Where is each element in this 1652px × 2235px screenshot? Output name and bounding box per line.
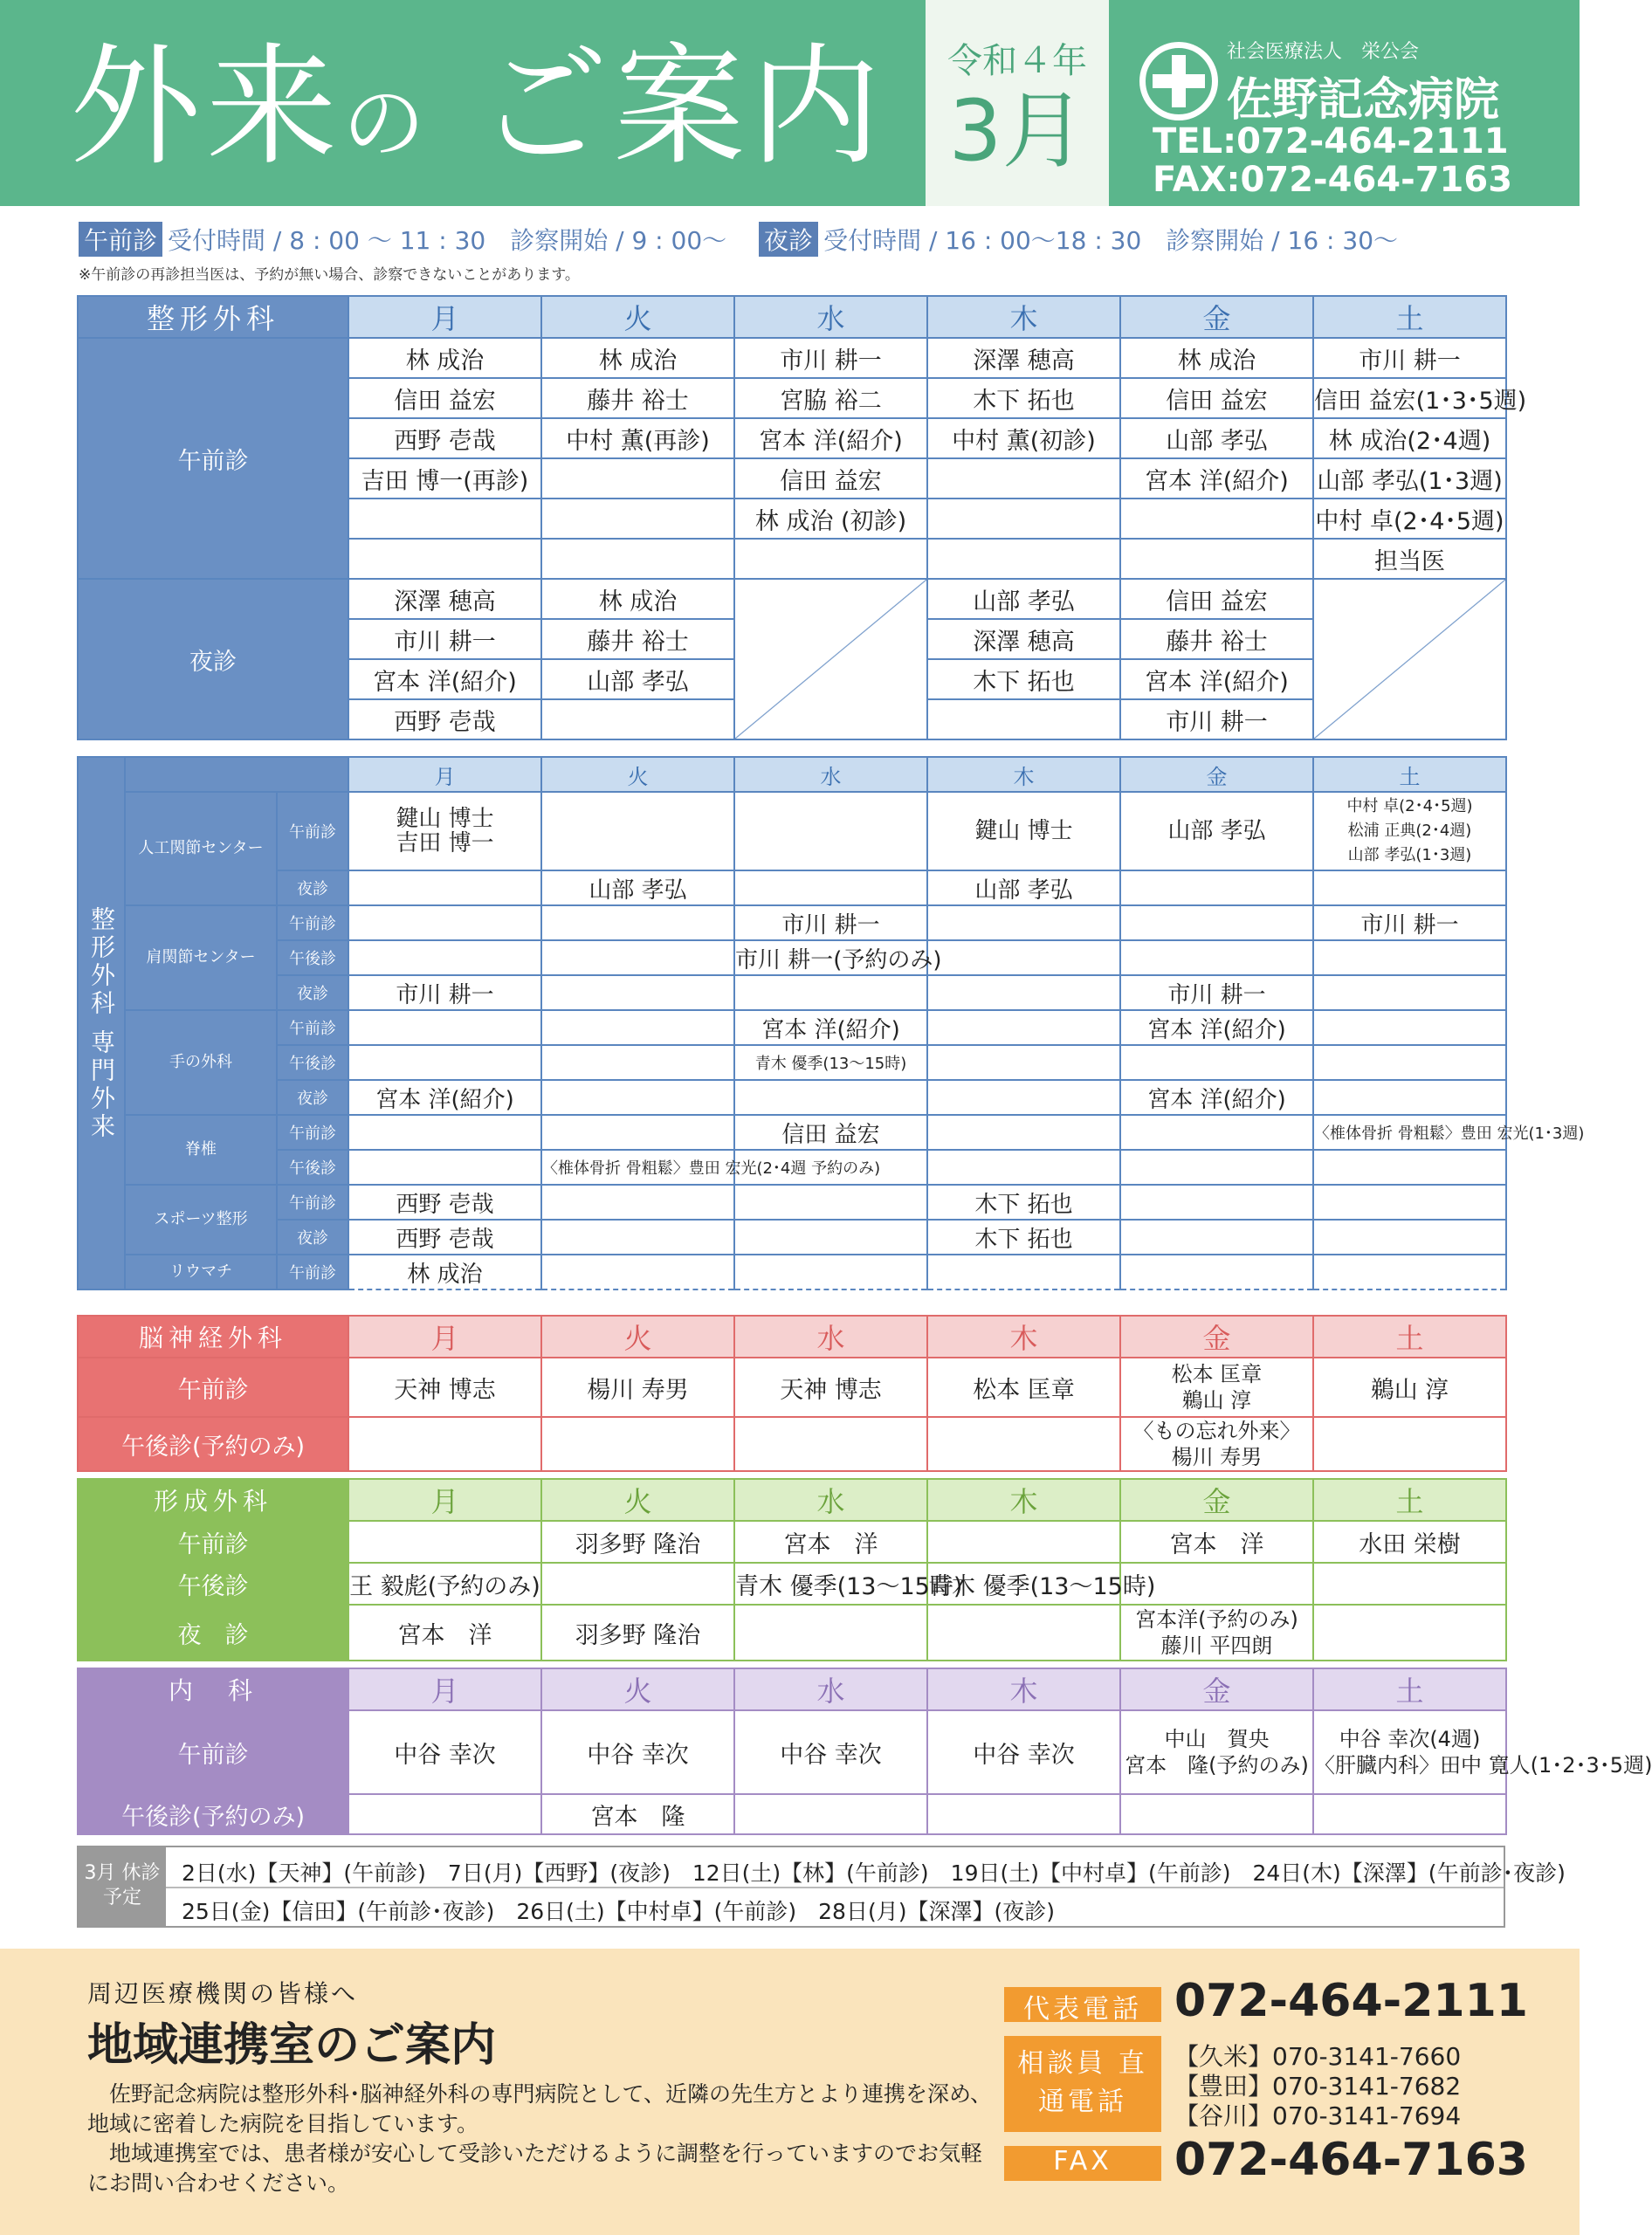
schedule-cell <box>1120 499 1313 539</box>
schedule-cell <box>1313 870 1506 905</box>
schedule-cell: 中谷 幸次(4週) 〈肝臓内科〉田中 寛人(1･2･3･5週) <box>1313 1710 1506 1794</box>
specialty-group: 人工関節センター <box>125 792 277 905</box>
closed-cell <box>1313 579 1506 739</box>
day-header: 水 <box>734 1479 927 1521</box>
schedule-cell: 羽多野 隆治 <box>541 1521 734 1563</box>
schedule-cell <box>348 1794 541 1834</box>
schedule-cell: 信田 益宏 <box>734 1115 927 1150</box>
schedule-cell <box>1313 1220 1506 1255</box>
schedule-cell: 市川 耕一(予約のみ) <box>734 940 927 975</box>
schedule-cell: 〈もの忘れ外来〉 楊川 寿男 <box>1120 1417 1313 1471</box>
schedule-cell <box>734 1255 927 1289</box>
schedule-cell: 西野 壱哉 <box>348 1185 541 1220</box>
schedule-cell: 水田 栄樹 <box>1313 1521 1506 1563</box>
schedule-cell: 中村 卓(2･4･5週) 松浦 正典(2･4週) 山部 孝弘(1･3週) <box>1313 792 1506 870</box>
schedule-cell <box>348 539 541 579</box>
schedule-cell <box>541 792 734 870</box>
day-header: 土 <box>1313 1668 1506 1710</box>
schedule-cell: 天神 博志 <box>734 1358 927 1417</box>
holiday-row: 2日(水)【天神】(午前診) 7日(月)【西野】(夜診) 12日(土)【林】(午前診) 19日(土)【中村卓】(午前診) 24日(木)【深澤】(午前診･夜診) <box>182 1860 1566 1886</box>
schedule-cell <box>734 1185 927 1220</box>
schedule-cell: 担当医 <box>1313 539 1506 579</box>
schedule-cell: 木下 拓也 <box>927 1185 1120 1220</box>
schedule-cell: 青木 優季(13～15時) <box>927 1563 1120 1605</box>
schedule-cell <box>348 1115 541 1150</box>
day-header: 水 <box>734 1668 927 1710</box>
schedule-cell <box>541 940 734 975</box>
schedule-cell <box>348 499 541 539</box>
schedule-cell: 楊川 寿男 <box>541 1358 734 1417</box>
schedule-cell: 市川 耕一 <box>348 619 541 659</box>
schedule-cell: 松本 匡章 <box>927 1358 1120 1417</box>
schedule-cell: 中谷 幸次 <box>734 1710 927 1794</box>
schedule-cell: 市川 耕一 <box>1313 905 1506 940</box>
schedule-cell <box>927 458 1120 499</box>
schedule-cell <box>541 1080 734 1115</box>
schedule-cell: 鍵山 博士 <box>927 792 1120 870</box>
session-label: 夜診 <box>277 975 348 1010</box>
session-label: 午前診 <box>78 1710 348 1794</box>
schedule-cell: 山部 孝弘 <box>1120 792 1313 870</box>
schedule-cell <box>541 539 734 579</box>
schedule-cell: 宮本 洋 <box>1120 1521 1313 1563</box>
schedule-cell: 宮本 隆 <box>541 1794 734 1834</box>
schedule-cell: 木下 拓也 <box>927 378 1120 418</box>
day-header: 木 <box>927 1668 1120 1710</box>
schedule-cell: 宮本 洋(紹介) <box>734 1010 927 1045</box>
session-label: 午前診 <box>78 338 348 579</box>
schedule-cell: 西野 壱哉 <box>348 699 541 739</box>
day-header: 土 <box>1313 1316 1506 1358</box>
schedule-cell: 信田 益宏 <box>1120 378 1313 418</box>
session-label: 午前診 <box>277 792 348 870</box>
schedule-cell: 深澤 穂高 <box>927 338 1120 378</box>
schedule-cell <box>927 975 1120 1010</box>
session-label: 午前診 <box>277 1185 348 1220</box>
schedule-cell: 〈椎体骨折 骨粗鬆〉豊田 宏光(2･4週 予約のみ) <box>541 1150 734 1185</box>
schedule-cell <box>734 870 927 905</box>
hospital-logo-icon <box>1139 42 1218 120</box>
schedule-cell: 中谷 幸次 <box>927 1710 1120 1794</box>
schedule-cell: 林 成治 <box>1120 338 1313 378</box>
reception-hours: 午前診 受付時間 / 8 : 00 ～ 11 : 30 診察開始 / 9 : 00～ 夜診 受付時間 / 16 : 00～18 : 30 診察開始 / 16 : 30～ <box>79 222 1398 257</box>
session-label: 午前診 <box>277 1255 348 1289</box>
schedule-cell <box>927 1010 1120 1045</box>
schedule-cell: 林 成治 <box>541 579 734 619</box>
holiday-row: 25日(金)【信田】(午前診･夜診) 26日(土)【中村卓】(午前診) 28日(月)【深澤】(夜診) <box>182 1899 1055 1924</box>
schedule-cell: 木下 拓也 <box>927 1220 1120 1255</box>
dept-title: 整形外科 <box>78 296 348 338</box>
schedule-cell: 林 成治 <box>348 338 541 378</box>
specialty-group: 肩関節センター <box>125 905 277 1010</box>
schedule-cell <box>1120 940 1313 975</box>
specialty-group: 手の外科 <box>125 1010 277 1115</box>
schedule-cell: 山部 孝弘 <box>541 659 734 699</box>
direct-phone-tag: 相談員 直通電話 <box>1004 2036 1161 2132</box>
session-label: 午前診 <box>277 1010 348 1045</box>
schedule-cell <box>348 940 541 975</box>
day-header: 火 <box>541 1479 734 1521</box>
session-label: 夜診 <box>277 1220 348 1255</box>
schedule-cell: 宮本 洋(紹介) <box>1120 659 1313 699</box>
era: 令和４年 <box>947 41 1087 81</box>
schedule-cell: 中村 薫(再診) <box>541 418 734 458</box>
schedule-cell <box>541 1255 734 1289</box>
schedule-cell <box>541 1563 734 1605</box>
schedule-cell <box>1120 1115 1313 1150</box>
schedule-cell: 山部 孝弘 <box>541 870 734 905</box>
schedule-cell <box>541 975 734 1010</box>
schedule-cell <box>541 458 734 499</box>
schedule-cell <box>1313 1417 1506 1471</box>
schedule-cell: 王 毅彪(予約のみ) <box>348 1563 541 1605</box>
schedule-cell <box>734 539 927 579</box>
schedule-cell <box>1120 1220 1313 1255</box>
schedule-cell: 宮脇 裕二 <box>734 378 927 418</box>
session-label: 午後診 <box>277 940 348 975</box>
schedule-cell <box>927 1150 1120 1185</box>
schedule-cell <box>734 1417 927 1471</box>
day-header: 木 <box>927 757 1120 792</box>
schedule-cell <box>927 1605 1120 1661</box>
day-header: 土 <box>1313 1479 1506 1521</box>
schedule-cell: 信田 益宏(1･3･5週) <box>1313 378 1506 418</box>
specialty-table <box>77 756 1585 1290</box>
schedule-cell <box>1313 1045 1506 1080</box>
schedule-cell <box>927 1045 1120 1080</box>
schedule-cell: 山部 孝弘(1･3週) <box>1313 458 1506 499</box>
schedule-cell: 鵜山 淳 <box>1313 1358 1506 1417</box>
schedule-cell <box>734 1220 927 1255</box>
schedule-cell: 中山 賀央 宮本 隆(予約のみ) <box>1120 1710 1313 1794</box>
schedule-cell <box>541 1045 734 1080</box>
direct-phone[interactable]: 【豊田】070-3141-7682 <box>1174 2072 1462 2101</box>
schedule-cell <box>927 1521 1120 1563</box>
schedule-cell <box>734 1080 927 1115</box>
schedule-cell <box>541 1010 734 1045</box>
header <box>0 0 1580 206</box>
schedule-cell: 山部 孝弘 <box>927 870 1120 905</box>
schedule-cell <box>1313 1010 1506 1045</box>
day-header: 月 <box>348 1479 541 1521</box>
schedule-cell: 西野 壱哉 <box>348 1220 541 1255</box>
corp-name: 社会医療法人 栄公会 <box>1227 41 1420 63</box>
schedule-cell <box>1313 940 1506 975</box>
schedule-cell <box>927 1115 1120 1150</box>
day-header: 土 <box>1313 757 1506 792</box>
contact: TEL:072-464-2111 FAX:072-464-7163 <box>1153 121 1513 200</box>
day-header: 月 <box>348 296 541 338</box>
schedule-cell: 山部 孝弘 <box>1120 418 1313 458</box>
schedule-cell: 木下 拓也 <box>927 659 1120 699</box>
specialty-group: 脊椎 <box>125 1115 277 1185</box>
schedule-cell: 深澤 穂高 <box>927 619 1120 659</box>
schedule-cell <box>734 1605 927 1661</box>
schedule-cell <box>927 940 1120 975</box>
main-phone[interactable]: 072-464-2111 <box>1174 1975 1528 2027</box>
day-header: 金 <box>1120 296 1313 338</box>
schedule-cell <box>1120 870 1313 905</box>
schedule-cell: 藤井 裕士 <box>1120 619 1313 659</box>
schedule-cell: 林 成治(2･4週) <box>1313 418 1506 458</box>
schedule-cell <box>1120 1150 1313 1185</box>
session-label: 午後診 <box>277 1045 348 1080</box>
specialty-group: リウマチ <box>125 1255 277 1289</box>
schedule-cell: 林 成治 (初診) <box>734 499 927 539</box>
schedule-cell <box>348 1045 541 1080</box>
schedule-cell <box>927 1080 1120 1115</box>
schedule-cell <box>348 1010 541 1045</box>
main-phone-tag: 代表電話 <box>1004 1987 1161 2022</box>
day-header: 火 <box>541 1668 734 1710</box>
schedule-cell: 市川 耕一 <box>348 975 541 1010</box>
day-header: 月 <box>348 757 541 792</box>
schedule-cell: 中村 薫(初診) <box>927 418 1120 458</box>
schedule-cell <box>927 905 1120 940</box>
day-header: 金 <box>1120 757 1313 792</box>
schedule-cell: 信田 益宏 <box>348 378 541 418</box>
session-label: 夜診 <box>277 1080 348 1115</box>
day-header: 月 <box>348 1668 541 1710</box>
dept-title: 脳神経外科 <box>78 1316 348 1358</box>
schedule-cell <box>1120 1045 1313 1080</box>
schedule-cell <box>1120 539 1313 579</box>
schedule-cell <box>1313 975 1506 1010</box>
schedule-cell <box>541 1115 734 1150</box>
schedule-cell: 青木 優季(13～15時) <box>734 1045 927 1080</box>
direct-phone[interactable]: 【谷川】070-3141-7694 <box>1174 2101 1462 2130</box>
schedule-cell <box>541 1220 734 1255</box>
session-label: 午前診 <box>78 1521 348 1563</box>
schedule-cell: 天神 博志 <box>348 1358 541 1417</box>
schedule-cell <box>1313 1150 1506 1185</box>
schedule-cell: 宮本 洋(紹介) <box>1120 1080 1313 1115</box>
dept-title: 形成外科 <box>78 1479 348 1521</box>
holiday-schedule <box>77 1846 1566 1928</box>
session-label: 午前診 <box>277 1115 348 1150</box>
schedule-cell: 中谷 幸次 <box>541 1710 734 1794</box>
schedule-cell <box>541 905 734 940</box>
schedule-cell: 吉田 博一(再診) <box>348 458 541 499</box>
schedule-cell: 藤井 裕士 <box>541 619 734 659</box>
schedule-cell: 市川 耕一 <box>1120 699 1313 739</box>
day-header: 月 <box>348 1316 541 1358</box>
note: ※午前診の再診担当医は、予約が無い場合、診察できないことがあります。 <box>79 266 580 284</box>
session-label: 午前診 <box>78 1358 348 1417</box>
session-label: 夜 診 <box>78 1605 348 1661</box>
schedule-cell: 宮本 洋 <box>734 1521 927 1563</box>
schedule-cell: 宮本洋(予約のみ) 藤川 平四朗 <box>1120 1605 1313 1661</box>
schedule-cell <box>927 1794 1120 1834</box>
month: 3月 <box>948 82 1086 180</box>
schedule-cell: 西野 壱哉 <box>348 418 541 458</box>
schedule-cell <box>348 905 541 940</box>
closed-cell <box>734 579 927 739</box>
schedule-cell <box>541 1185 734 1220</box>
schedule-cell: 鍵山 博士 吉田 博一 <box>348 792 541 870</box>
schedule-cell: 山部 孝弘 <box>927 579 1120 619</box>
footer-pre: 周辺医療機関の皆様へ <box>87 1979 359 2008</box>
schedule-cell: 松本 匡章 鵜山 淳 <box>1120 1358 1313 1417</box>
schedule-cell <box>927 1255 1120 1289</box>
schedule-cell: 宮本 洋(紹介) <box>734 418 927 458</box>
blank <box>125 757 348 792</box>
orthopedics-table <box>77 295 1527 740</box>
footer-title: 地域連携室のご案内 <box>87 2019 497 2072</box>
session-label: 夜診 <box>277 870 348 905</box>
specialty-side-label: 整形外科 専門外来 <box>78 757 125 1289</box>
schedule-cell: 市川 耕一 <box>1120 975 1313 1010</box>
schedule-cell <box>1313 1563 1506 1605</box>
day-header: 火 <box>541 1316 734 1358</box>
schedule-cell <box>927 499 1120 539</box>
plastic-surgery-table <box>77 1478 1507 1661</box>
schedule-cell: 宮本 洋 <box>348 1605 541 1661</box>
page-title: 外来の ご案内 <box>70 31 886 183</box>
fax-number[interactable]: 072-464-7163 <box>1174 2134 1528 2186</box>
day-header: 土 <box>1313 296 1506 338</box>
schedule-cell <box>541 699 734 739</box>
schedule-cell <box>734 975 927 1010</box>
schedule-cell: 宮本 洋(紹介) <box>1120 1010 1313 1045</box>
schedule-cell: 信田 益宏 <box>1120 579 1313 619</box>
schedule-cell: 林 成治 <box>541 338 734 378</box>
day-header: 金 <box>1120 1479 1313 1521</box>
schedule-cell <box>541 499 734 539</box>
schedule-cell <box>734 792 927 870</box>
schedule-cell <box>1120 1255 1313 1289</box>
direct-phone[interactable]: 【久米】070-3141-7660 <box>1174 2042 1462 2071</box>
schedule-cell: 中谷 幸次 <box>348 1710 541 1794</box>
schedule-cell: 中村 卓(2･4･5週) <box>1313 499 1506 539</box>
schedule-cell <box>927 699 1120 739</box>
schedule-cell <box>348 1417 541 1471</box>
day-header: 水 <box>734 1316 927 1358</box>
schedule-cell <box>1313 1605 1506 1661</box>
schedule-cell <box>541 1417 734 1471</box>
internal-medicine-table <box>77 1668 1652 1835</box>
footer <box>0 1949 1580 2235</box>
day-header: 木 <box>927 296 1120 338</box>
schedule-cell <box>1313 1080 1506 1115</box>
schedule-cell: 羽多野 隆治 <box>541 1605 734 1661</box>
day-header: 水 <box>734 757 927 792</box>
footer-body: 佐野記念病院は整形外科･脳神経外科の専門病院として、近隣の先生方とより連携を深め、地域に密着した病院を目指しています。 地域連携室では、患者様が安心して受診いただけるように調整を行っていますのでお気軽にお問い合わせください。 <box>87 2081 993 2196</box>
schedule-cell: 市川 耕一 <box>1313 338 1506 378</box>
dept-title: 内 科 <box>78 1668 348 1710</box>
schedule-cell: 藤井 裕士 <box>541 378 734 418</box>
schedule-cell <box>927 539 1120 579</box>
day-header: 水 <box>734 296 927 338</box>
schedule-cell <box>927 1417 1120 1471</box>
schedule-cell <box>1313 1185 1506 1220</box>
schedule-cell <box>348 1150 541 1185</box>
schedule-cell <box>1313 1255 1506 1289</box>
session-label: 午後診 <box>78 1563 348 1605</box>
schedule-cell <box>348 870 541 905</box>
hospital-name: 佐野記念病院 <box>1227 74 1500 127</box>
schedule-cell: 〈椎体骨折 骨粗鬆〉豊田 宏光(1･3週) <box>1313 1115 1506 1150</box>
schedule-cell: 宮本 洋(紹介) <box>348 1080 541 1115</box>
session-label: 午後診(予約のみ) <box>78 1417 348 1471</box>
schedule-cell: 市川 耕一 <box>734 905 927 940</box>
holiday-label: 3月 休診予定 <box>79 1847 166 1926</box>
schedule-cell: 宮本 洋(紹介) <box>348 659 541 699</box>
session-label: 午前診 <box>277 905 348 940</box>
session-label: 午後診 <box>277 1150 348 1185</box>
day-header: 金 <box>1120 1316 1313 1358</box>
specialty-group: スポーツ整形 <box>125 1185 277 1255</box>
schedule-cell: 林 成治 <box>348 1255 541 1289</box>
schedule-cell: 市川 耕一 <box>734 338 927 378</box>
schedule-cell: 青木 優季(13～15時) <box>734 1563 927 1605</box>
schedule-cell: 宮本 洋(紹介) <box>1120 458 1313 499</box>
neurosurgery-table <box>77 1315 1507 1472</box>
schedule-cell: 信田 益宏 <box>734 458 927 499</box>
day-header: 火 <box>541 296 734 338</box>
day-header: 火 <box>541 757 734 792</box>
day-header: 木 <box>927 1316 1120 1358</box>
date-box <box>926 0 1109 206</box>
schedule-cell <box>1120 1794 1313 1834</box>
fax-tag: FAX <box>1004 2146 1161 2181</box>
day-header: 木 <box>927 1479 1120 1521</box>
schedule-cell <box>1120 905 1313 940</box>
day-header: 金 <box>1120 1668 1313 1710</box>
schedule-cell <box>1120 1185 1313 1220</box>
session-label: 午後診(予約のみ) <box>78 1794 348 1834</box>
schedule-cell <box>1313 1794 1506 1834</box>
schedule-cell: 深澤 穂高 <box>348 579 541 619</box>
schedule-cell <box>734 1794 927 1834</box>
schedule-cell <box>348 1521 541 1563</box>
session-label: 夜診 <box>78 579 348 739</box>
